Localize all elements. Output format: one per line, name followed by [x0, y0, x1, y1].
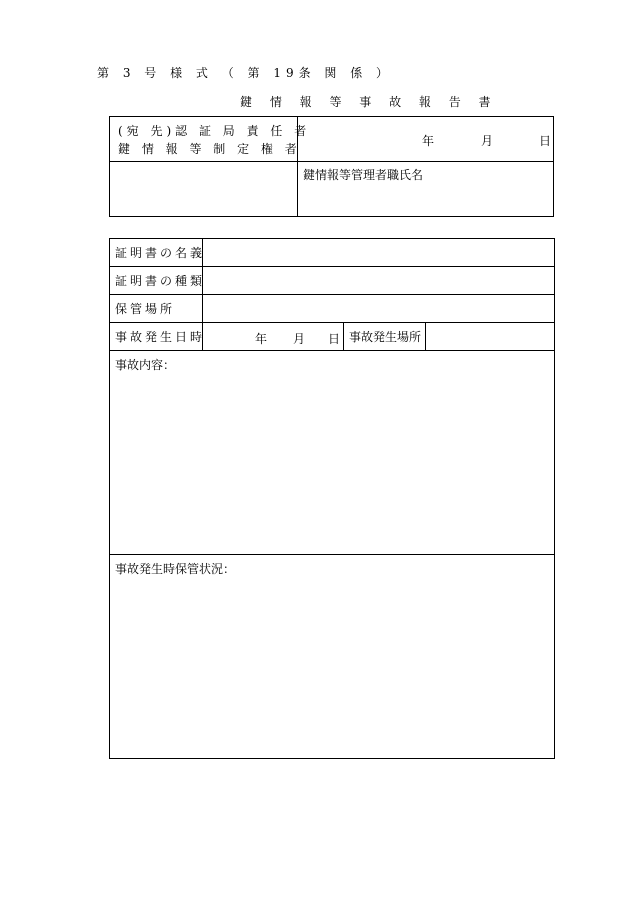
blank-cell	[110, 162, 298, 217]
report-date-cell[interactable]	[298, 117, 554, 162]
detail-table	[109, 238, 555, 759]
manager-name-cell[interactable]	[298, 162, 554, 217]
occurrence-place-label: 事故発生場所	[344, 323, 426, 351]
manager-name-label: 鍵情報等管理者職氏名	[303, 168, 424, 182]
storage-status-area[interactable]	[110, 555, 555, 759]
storage-place-label: 保管場所	[110, 295, 203, 323]
document-title: 鍵 情 報 等 事 故 報 告 書	[240, 95, 498, 109]
cert-type-label: 証明書の種類	[110, 267, 203, 295]
form-number: 第 3 号 様 式 （ 第 19条 関 係 ）	[97, 66, 394, 80]
cert-name-label: 証明書の名義	[110, 239, 203, 267]
occurrence-datetime-label: 事故発生日時	[110, 323, 203, 351]
incident-content-label: 事故内容：	[115, 358, 176, 372]
header-table	[109, 116, 554, 217]
addressee-cell	[110, 117, 311, 162]
cert-type-field[interactable]	[203, 267, 555, 295]
storage-place-field[interactable]	[203, 295, 555, 323]
storage-status-label: 事故発生時保管状況：	[115, 562, 236, 576]
occurrence-year: 年	[255, 332, 268, 346]
addressee-line-2: 鍵 情 報 等 制 定 権 者	[118, 142, 301, 156]
occurrence-place-field[interactable]	[426, 323, 555, 351]
addressee-line-1: (宛 先)認 証 局 責 任 者	[118, 124, 311, 138]
report-date-day: 日	[539, 134, 552, 148]
occurrence-day: 日	[328, 332, 341, 346]
report-date-year: 年	[422, 134, 435, 148]
cert-name-field[interactable]	[203, 239, 555, 267]
occurrence-month: 月	[293, 332, 306, 346]
occurrence-date-field[interactable]	[203, 323, 344, 351]
incident-content-area[interactable]	[110, 351, 555, 555]
report-date-month: 月	[481, 134, 494, 148]
